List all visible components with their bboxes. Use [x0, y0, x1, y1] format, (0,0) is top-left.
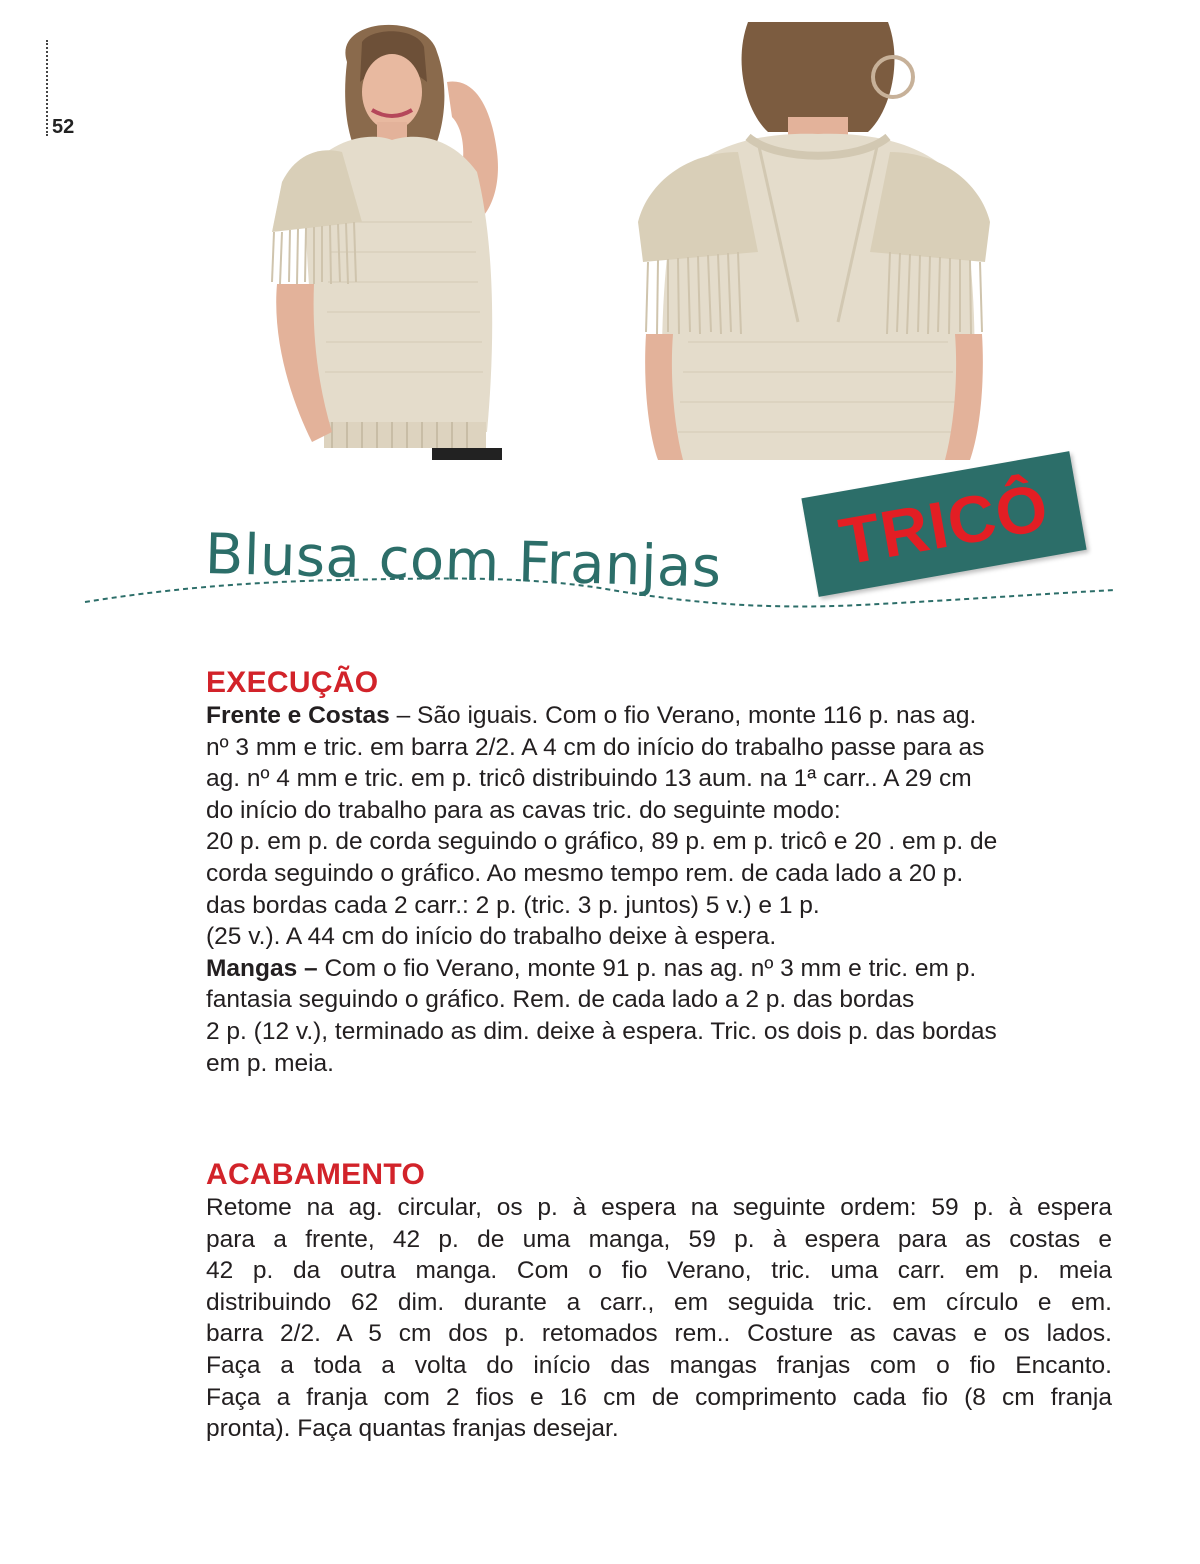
frente-first-line: – São iguais. Com o fio Verano, monte 116 p. nas ag.	[389, 702, 977, 729]
text-line: Faça a toda a volta do início das mangas franjas com o fio Encanto.	[206, 1351, 1112, 1379]
acabamento-heading: ACABAMENTO	[206, 1158, 426, 1191]
page-number: 52	[52, 116, 75, 138]
text-line: 2 p. (12 v.), terminado as dim. deixe à espera. Tric. os dois p. das bordas	[206, 1017, 997, 1045]
text-line: para a frente, 42 p. de uma manga, 59 p. à espera para as costas e	[206, 1225, 1112, 1253]
text-line: (25 v.). A 44 cm do início do trabalho deixe à espera.	[206, 923, 777, 951]
text-line	[206, 953, 1112, 985]
text-line: nº 3 mm e tric. em barra 2/2. A 4 cm do início do trabalho passe para as	[206, 733, 985, 761]
text-line: fantasia seguindo o gráfico. Rem. de cada lado a 2 p. das bordas	[206, 986, 915, 1014]
acabamento-section	[206, 1158, 1112, 1445]
text-line: distribuindo 62 dim. durante a carr., em seguida tric. em círculo e em.	[206, 1288, 1112, 1316]
text-line: 42 p. da outra manga. Com o fio Verano, tric. uma carr. em p. meia	[206, 1257, 1112, 1285]
frente-lead: Frente e Costas	[206, 702, 390, 729]
page-margin-rule	[46, 40, 48, 136]
text-line: pronta). Faça quantas franjas desejar.	[206, 1415, 619, 1443]
frente-costas-paragraph	[206, 700, 1112, 953]
model-front-photo	[252, 22, 552, 460]
text-line: Faça a franja com 2 fios e 16 cm de comprimento cada fio (8 cm franja	[206, 1383, 1112, 1411]
text-line: corda seguindo o gráfico. Ao mesmo tempo rem. de cada lado a 20 p.	[206, 859, 964, 887]
text-line: ag. nº 4 mm e tric. em p. tricô distribuindo 13 aum. na 1ª carr.. A 29 cm	[206, 765, 972, 793]
badge-label: TRICÔ	[834, 469, 1054, 579]
text-line: do início do trabalho para as cavas tric. do seguinte modo:	[206, 796, 841, 824]
page-title: Blusa com Franjas	[204, 522, 723, 601]
text-line: em p. meia.	[206, 1049, 334, 1077]
text-line: barra 2/2. A 5 cm dos p. retomados rem.. Costure as cavas e os lados.	[206, 1320, 1112, 1348]
text-line	[206, 700, 1112, 732]
text-line: Retome na ag. circular, os p. à espera na seguinte ordem: 59 p. à espera	[206, 1194, 1112, 1221]
text-line: das bordas cada 2 carr.: 2 p. (tric. 3 p. juntos) 5 v.) e 1 p.	[206, 891, 820, 919]
mangas-paragraph	[206, 953, 1112, 1079]
execucao-heading: EXECUÇÃO	[206, 666, 379, 699]
mangas-first-line: Com o fio Verano, monte 91 p. nas ag. nº 3 mm e tric. em p.	[317, 954, 977, 982]
acabamento-paragraph	[206, 1192, 1112, 1445]
model-back-photo	[628, 22, 1000, 460]
execucao-section	[206, 666, 1112, 1079]
mangas-lead: Mangas –	[206, 954, 318, 982]
text-line: 20 p. em p. de corda seguindo o gráfico, 89 p. em p. tricô e 20 . em p. de	[206, 828, 998, 856]
